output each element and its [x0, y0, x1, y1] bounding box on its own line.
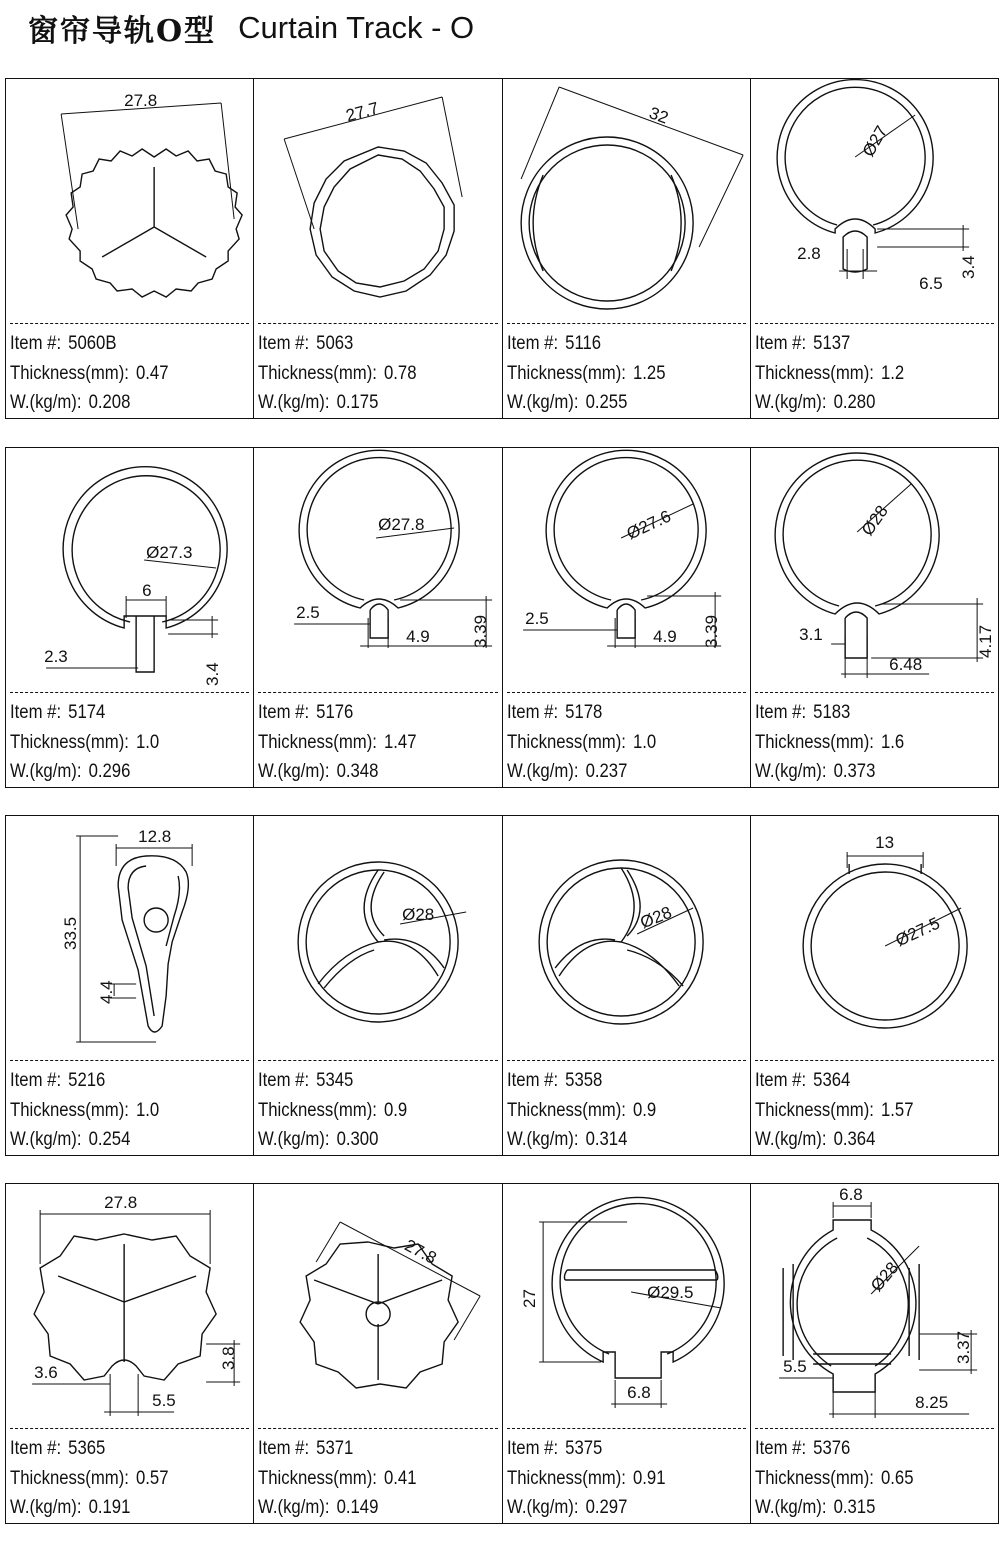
product-row	[5, 78, 999, 419]
thickness-value: 1.6	[880, 731, 904, 753]
dim-label: 3.39	[701, 614, 721, 648]
divider	[755, 323, 994, 324]
dim-label: 4.9	[652, 627, 677, 646]
dim-label: Ø28	[866, 1258, 902, 1296]
profile-drawing	[254, 79, 501, 324]
dim-label: Ø27.3	[146, 543, 193, 562]
profile-drawing	[751, 448, 998, 693]
profile-drawing	[6, 448, 253, 693]
thickness-value: 0.41	[384, 1467, 417, 1489]
dim-label: 3.4	[958, 255, 978, 279]
spec-block: Item #: 5178 Thickness(mm): 1.0 W.(kg/m): 0.237	[506, 702, 656, 782]
weight-value: 0.348	[336, 761, 379, 782]
item-number: 5063	[316, 333, 354, 354]
dim-label: 4.9	[406, 627, 431, 646]
page-title	[28, 6, 474, 50]
profile-drawing	[6, 79, 253, 324]
product-card-5216	[6, 816, 254, 1155]
divider	[10, 692, 249, 693]
thickness-value: 0.78	[384, 362, 417, 384]
item-number: 5345	[316, 1070, 354, 1091]
divider	[258, 1428, 497, 1429]
divider	[10, 1428, 249, 1429]
product-card-5178	[503, 448, 751, 787]
profile-drawing	[751, 1184, 998, 1429]
dim-label: 3.39	[471, 614, 491, 648]
item-number: 5364	[812, 1070, 851, 1091]
item-number: 5358	[564, 1070, 602, 1091]
spec-block: Item #: 5116 Thickness(mm): 1.25 W.(kg/m): 0.255	[506, 333, 665, 413]
dim-label: 4.4	[97, 980, 117, 1004]
weight-value: 0.254	[88, 1129, 131, 1150]
dim-label: 3.6	[34, 1363, 58, 1382]
profile-drawing	[751, 79, 998, 324]
dim-label: 27.7	[344, 98, 382, 126]
profile-drawing	[503, 448, 750, 693]
dim-label: 2.8	[796, 244, 821, 263]
weight-value: 0.314	[585, 1129, 627, 1150]
weight-value: 0.208	[88, 392, 131, 413]
item-number: 5137	[812, 333, 851, 354]
weight-value: 0.300	[336, 1129, 379, 1150]
product-card-5174	[6, 448, 254, 787]
title-english: Curtain Track - O	[238, 10, 475, 45]
divider	[507, 1428, 746, 1429]
dim-label: 2.5	[296, 603, 321, 622]
weight-value: 0.280	[833, 392, 876, 413]
profile-drawing	[254, 816, 501, 1061]
divider	[258, 1060, 497, 1061]
weight-value: 0.296	[88, 761, 131, 782]
weight-value: 0.175	[336, 392, 379, 413]
spec-block: Item #: 5375 Thickness(mm): 0.91 W.(kg/m): 0.297	[506, 1438, 665, 1518]
dim-label: 6.48	[888, 655, 922, 674]
dim-label: 2.5	[524, 609, 549, 628]
title-chinese: 窗帘导轨O型	[28, 14, 217, 49]
weight-value: 0.255	[585, 392, 627, 413]
spec-block: Item #: 5060B Thickness(mm): 0.47 W.(kg/m): 0.208	[10, 333, 169, 413]
product-card-5376	[751, 1184, 998, 1523]
thickness-value: 0.65	[880, 1467, 914, 1489]
weight-value: 0.191	[88, 1497, 131, 1518]
product-card-5345	[254, 816, 502, 1155]
divider	[258, 323, 497, 324]
divider	[507, 323, 746, 324]
spec-block: Item #: 5216 Thickness(mm): 1.0 W.(kg/m): 0.254	[10, 1070, 160, 1150]
spec-block: Item #: 5365 Thickness(mm): 0.57 W.(kg/m): 0.191	[10, 1438, 169, 1518]
divider	[10, 323, 249, 324]
dim-label: 3.1	[798, 625, 823, 644]
thickness-value: 0.9	[632, 1099, 656, 1121]
weight-value: 0.237	[585, 761, 627, 782]
dim-label: Ø27.8	[378, 515, 425, 534]
profile-drawing	[503, 79, 750, 324]
item-number: 5174	[68, 702, 106, 723]
dim-label: Ø28	[857, 501, 892, 540]
dim-label: Ø27	[858, 122, 892, 160]
weight-value: 0.373	[833, 761, 876, 782]
dim-label: Ø29.5	[646, 1283, 693, 1302]
product-row	[5, 447, 999, 788]
thickness-value: 1.2	[880, 362, 904, 384]
dim-label: 5.5	[782, 1357, 807, 1376]
item-number: 5060B	[68, 333, 117, 354]
thickness-value: 1.0	[632, 731, 656, 753]
thickness-value: 0.57	[135, 1467, 169, 1489]
divider	[258, 692, 497, 693]
dim-label: 3.37	[953, 1330, 973, 1364]
thickness-value: 1.57	[880, 1099, 914, 1121]
spec-block: Item #: 5183 Thickness(mm): 1.6 W.(kg/m): 0.373	[754, 702, 904, 782]
thickness-value: 1.0	[135, 1099, 160, 1121]
profile-drawing	[503, 816, 750, 1061]
profile-drawing	[6, 1184, 253, 1429]
thickness-value: 0.91	[632, 1467, 665, 1489]
dim-label: Ø27.5	[892, 913, 943, 951]
product-card-5364	[751, 816, 998, 1155]
divider	[755, 1428, 994, 1429]
dim-label: 3.8	[219, 1346, 239, 1370]
product-card-5137	[751, 79, 998, 418]
divider	[10, 1060, 249, 1061]
spec-block: Item #: 5345 Thickness(mm): 0.9 W.(kg/m): 0.300	[258, 1070, 408, 1150]
product-card-5183	[751, 448, 998, 787]
dim-label: 3.4	[203, 662, 223, 686]
dim-label: 6.8	[838, 1185, 863, 1204]
thickness-value: 0.47	[135, 362, 169, 384]
dim-label: 2.3	[44, 647, 68, 666]
dim-label: 32	[646, 103, 671, 128]
profile-drawing	[751, 816, 998, 1061]
dim-label: 6.8	[626, 1383, 651, 1402]
spec-block: Item #: 5176 Thickness(mm): 1.47 W.(kg/m): 0.348	[258, 702, 417, 782]
item-number: 5371	[316, 1438, 354, 1459]
dim-label: 33.5	[61, 916, 81, 950]
dim-label: 8.25	[914, 1393, 948, 1412]
dim-label: 13	[874, 833, 894, 852]
dim-label: Ø28	[402, 905, 435, 924]
spec-block: Item #: 5376 Thickness(mm): 0.65 W.(kg/m): 0.315	[754, 1438, 914, 1518]
thickness-value: 1.47	[384, 731, 417, 753]
thickness-value: 1.0	[135, 731, 160, 753]
spec-block: Item #: 5174 Thickness(mm): 1.0 W.(kg/m): 0.296	[10, 702, 160, 782]
product-card-5365	[6, 1184, 254, 1523]
dim-label: 27.8	[401, 1235, 440, 1268]
item-number: 5116	[564, 333, 601, 354]
item-number: 5178	[564, 702, 602, 723]
spec-block: Item #: 5063 Thickness(mm): 0.78 W.(kg/m): 0.175	[258, 333, 417, 413]
dim-label: 6	[142, 581, 152, 600]
spec-block: Item #: 5137 Thickness(mm): 1.2 W.(kg/m): 0.280	[754, 333, 904, 413]
product-card-5371	[254, 1184, 502, 1523]
divider	[755, 1060, 994, 1061]
product-card-5375	[503, 1184, 751, 1523]
profile-drawing	[503, 1184, 750, 1429]
spec-block: Item #: 5358 Thickness(mm): 0.9 W.(kg/m): 0.314	[506, 1070, 656, 1150]
profile-drawing	[254, 448, 501, 693]
thickness-value: 1.25	[632, 362, 665, 384]
divider	[507, 1060, 746, 1061]
spec-block: Item #: 5371 Thickness(mm): 0.41 W.(kg/m): 0.149	[258, 1438, 417, 1518]
dim-label: 27	[519, 1289, 539, 1308]
spec-block: Item #: 5364 Thickness(mm): 1.57 W.(kg/m): 0.364	[754, 1070, 914, 1150]
weight-value: 0.364	[833, 1129, 876, 1150]
dim-label: Ø27.6	[623, 506, 674, 544]
thickness-value: 0.9	[384, 1099, 408, 1121]
product-card-5060b	[6, 79, 254, 418]
product-card-5358	[503, 816, 751, 1155]
divider	[755, 692, 994, 693]
item-number: 5365	[68, 1438, 106, 1459]
weight-value: 0.297	[585, 1497, 627, 1518]
dim-label: 4.17	[975, 624, 995, 658]
item-number: 5183	[812, 702, 851, 723]
divider	[507, 692, 746, 693]
profile-drawing	[254, 1184, 501, 1429]
item-number: 5375	[564, 1438, 602, 1459]
product-row	[5, 1183, 999, 1524]
weight-value: 0.315	[833, 1497, 876, 1518]
item-number: 5216	[68, 1070, 106, 1091]
profile-drawing	[6, 816, 253, 1061]
dim-label: 27.8	[124, 91, 158, 110]
product-card-5063	[254, 79, 502, 418]
dim-label: 12.8	[138, 827, 172, 846]
dim-label: 5.5	[152, 1391, 176, 1410]
product-card-5116	[503, 79, 751, 418]
item-number: 5376	[812, 1438, 851, 1459]
weight-value: 0.149	[336, 1497, 379, 1518]
product-card-5176	[254, 448, 502, 787]
item-number: 5176	[316, 702, 354, 723]
dim-label: 6.5	[918, 274, 943, 293]
dim-label: 27.8	[104, 1193, 138, 1212]
dim-label: Ø28	[637, 902, 674, 933]
product-row	[5, 815, 999, 1156]
